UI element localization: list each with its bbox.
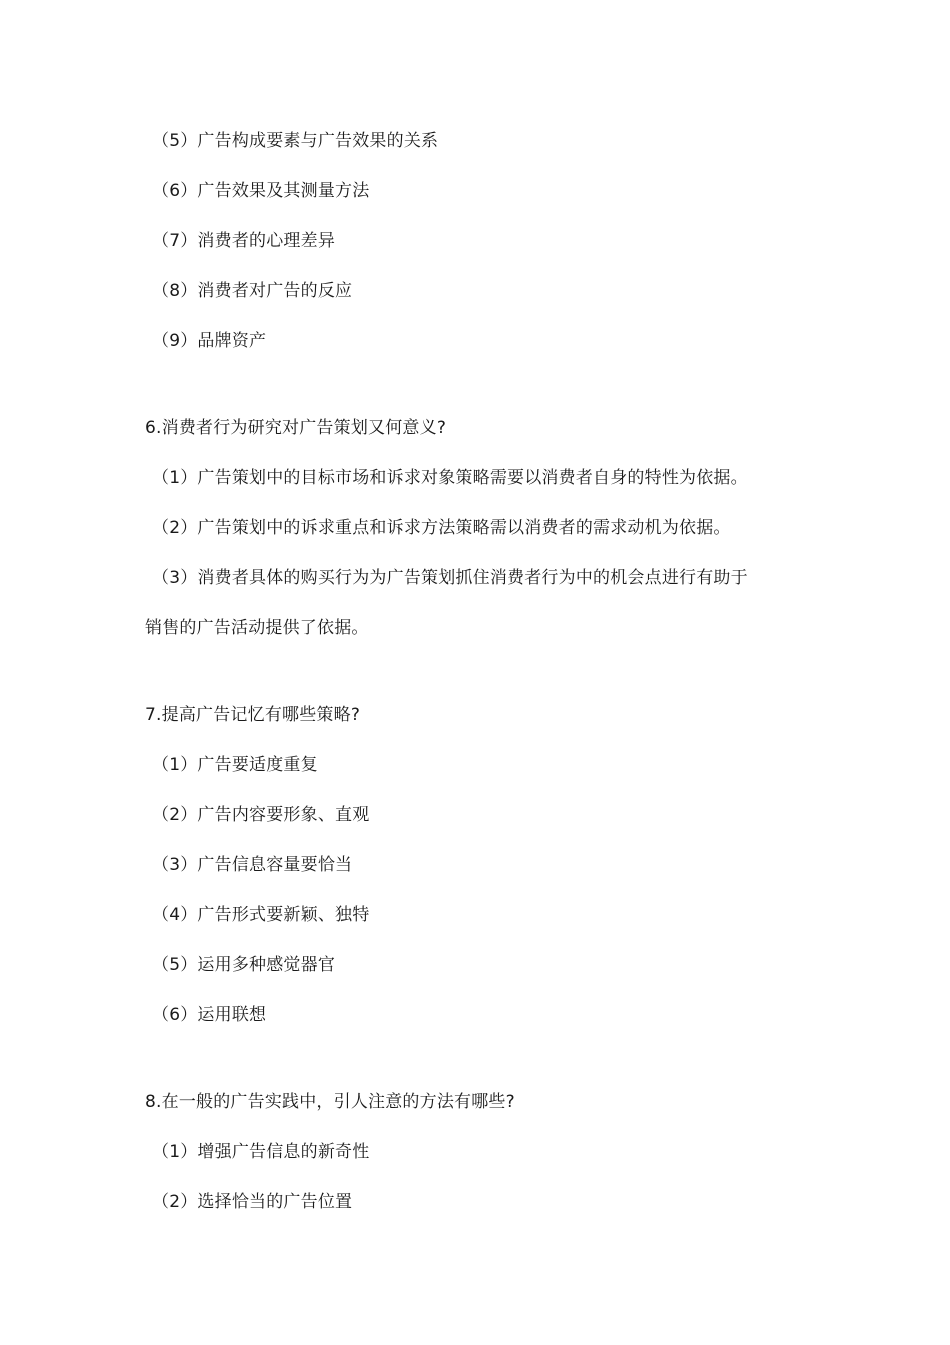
list-item: （7）消费者的心理差异 xyxy=(152,231,336,251)
list-item: （8）消费者对广告的反应 xyxy=(152,281,353,301)
list-item: （2）广告内容要形象、直观 xyxy=(152,805,370,825)
list-item: （6）运用联想 xyxy=(152,1005,267,1025)
list-item: （6）广告效果及其测量方法 xyxy=(152,181,370,201)
list-item: （4）广告形式要新颖、独特 xyxy=(152,905,370,925)
list-item: （1）增强广告信息的新奇性 xyxy=(152,1142,370,1162)
list-item: （5）广告构成要素与广告效果的关系 xyxy=(152,131,439,151)
list-item-continuation: 销售的广告活动提供了依据。 xyxy=(145,618,369,638)
list-item: （5）运用多种感觉器官 xyxy=(152,955,336,975)
list-item: （2）广告策划中的诉求重点和诉求方法策略需以消费者的需求动机为依据。 xyxy=(152,518,731,538)
list-item: （2）选择恰当的广告位置 xyxy=(152,1192,353,1212)
list-item: （1）广告要适度重复 xyxy=(152,755,318,775)
list-item: （9）品牌资产 xyxy=(152,331,267,351)
list-item: （3）广告信息容量要恰当 xyxy=(152,855,353,875)
list-item: （1）广告策划中的目标市场和诉求对象策略需要以消费者自身的特性为依据。 xyxy=(152,468,748,488)
question-8-title: 8.在一般的广告实践中，引人注意的方法有哪些? xyxy=(145,1092,515,1112)
question-6-title: 6.消费者行为研究对广告策划又何意义? xyxy=(145,418,447,438)
list-item: （3）消费者具体的购买行为为广告策划抓住消费者行为中的机会点进行有助于 xyxy=(152,568,748,588)
question-7-title: 7.提高广告记忆有哪些策略? xyxy=(145,705,361,725)
